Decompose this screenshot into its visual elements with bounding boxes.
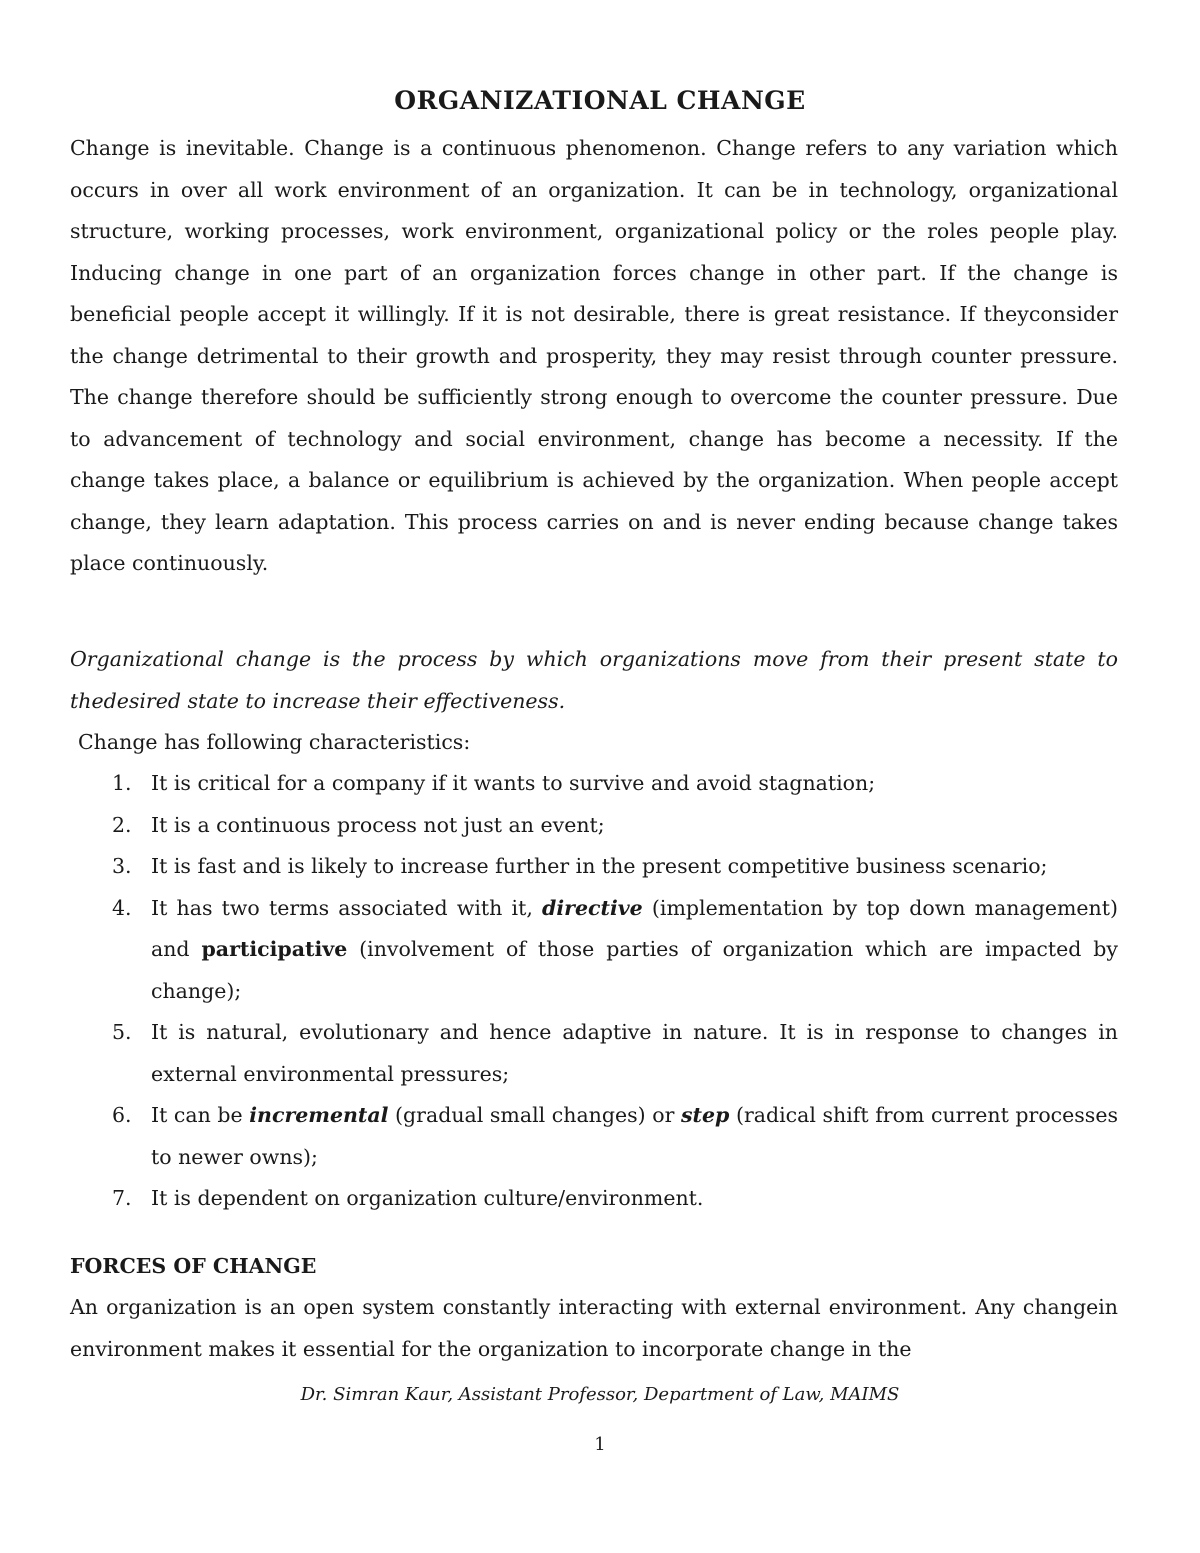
term-step: step: [680, 1103, 730, 1127]
list-item-text-mid: (gradual small changes) or: [388, 1103, 681, 1127]
characteristics-list: [70, 763, 1118, 1220]
list-item-text-post: (involvement of those parties of organization which are impacted by change);: [151, 937, 1118, 1003]
list-item: [70, 1012, 1118, 1095]
list-item-text-mid: (implementation by top down management) and: [151, 895, 1118, 961]
definition-paragraph: Organizational change is the process by which organizations move from their present state to thedesired state to increase their effectiveness.: [70, 647, 1118, 713]
list-item-text: It is natural, evolutionary and hence adaptive in nature. It is in response to changes in external environmental pressures;: [151, 1020, 1118, 1086]
page-number: 1: [594, 1434, 606, 1455]
list-item-text: It is a continuous process not just an event;: [151, 812, 605, 837]
term-directive: directive: [542, 895, 643, 920]
list-item: [70, 1178, 1118, 1220]
list-item: [70, 1095, 1118, 1178]
list-number: 6.: [112, 1103, 132, 1127]
list-number: 3.: [112, 854, 132, 878]
list-item-text: It is fast and is likely to increase further in the present competitive business scenario;: [151, 854, 1048, 878]
list-item-text-pre: It can be: [151, 1103, 250, 1127]
list-item-text: It is critical for a company if it wants to survive and avoid stagnation;: [151, 771, 876, 795]
list-item-text-post: (radical shift from current processes to newer owns);: [151, 1103, 1118, 1169]
forces-paragraph: An organization is an open system constantly interacting with external environment. Any changein environment makes it essential for the organization to incorporate change in the: [70, 1295, 1118, 1361]
term-participative: participative: [201, 937, 348, 961]
list-item-text: It is dependent on organization culture/environment.: [151, 1186, 704, 1210]
section-heading-forces: FORCES OF CHANGE: [70, 1254, 317, 1278]
list-number: 4.: [112, 895, 132, 920]
footer-credit: Dr. Simran Kaur, Assistant Professor, Department of Law, MAIMS: [300, 1384, 900, 1405]
list-number: 5.: [112, 1020, 132, 1044]
list-item: [70, 846, 1118, 888]
document-title: ORGANIZATIONAL CHANGE: [394, 86, 806, 115]
list-item: [70, 805, 1118, 847]
list-number: 2.: [112, 812, 132, 837]
list-number: 7.: [112, 1186, 132, 1210]
list-item-text-pre: It has two terms associated with it,: [151, 895, 543, 920]
term-incremental: incremental: [249, 1103, 389, 1127]
list-item: [70, 888, 1118, 1013]
intro-paragraph: Change is inevitable. Change is a continuous phenomenon. Change refers to any variation which occurs in over all work environment of an organization. It can be in technology, organizational structure, working processes, work environment, organizational policy or the roles people play. Inducing change in one part of an organization forces change in other part. If the change is beneficial people accept it willingly. If it is not desirable, there is great resistance. If theyconsider the change detrimental to their growth and prosperity, they may resist through counter pressure. The change therefore should be sufficiently strong enough to overcome the counter pressure. Due to advancement of technology and social environment, change has become a necessity. If the change takes place, a balance or equilibrium is achieved by the organization. When people accept change, they learn adaptation. This process carries on and is never ending because change takes place continuously.: [70, 136, 1118, 575]
list-number: 1.: [112, 771, 132, 795]
list-item: [70, 763, 1118, 805]
characteristics-intro: Change has following characteristics:: [78, 730, 471, 754]
